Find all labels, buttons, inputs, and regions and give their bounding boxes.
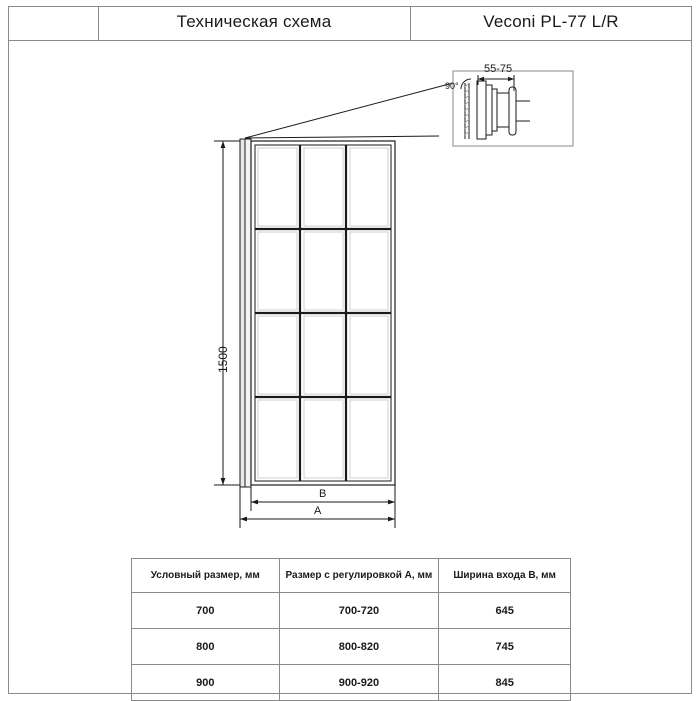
cell-entrance-width: 845	[439, 665, 571, 701]
page-title: Техническая схема	[176, 12, 332, 31]
detail-dimension-label: 55-75	[484, 63, 513, 75]
cell-nominal-size: 800	[132, 629, 280, 665]
cell-adjustable-size: 800-820	[279, 629, 439, 665]
cell-adjustable-size: 700-720	[279, 593, 439, 629]
detail-angle-label: 90°	[445, 81, 459, 91]
width-b-dimension-label: B	[319, 488, 327, 500]
table-row	[132, 629, 571, 665]
header-divider-right	[410, 6, 411, 40]
table-header-nominal-size: Условный размер, мм	[132, 559, 280, 593]
shower-screen-drawing	[9, 41, 691, 551]
table-header-adjustable-size: Размер с регулировкой A, мм	[279, 559, 439, 593]
cell-entrance-width: 645	[439, 593, 571, 629]
height-dimension-label: 1500	[216, 346, 230, 373]
table-row	[132, 593, 571, 629]
cell-adjustable-size: 900-920	[279, 665, 439, 701]
specification-table	[131, 558, 571, 701]
table-header-entrance-width: Ширина входа B, мм	[439, 559, 571, 593]
cell-entrance-width: 745	[439, 629, 571, 665]
width-a-dimension-label: A	[314, 505, 322, 517]
drawing-area	[9, 41, 691, 551]
table-header-row	[132, 559, 571, 593]
cell-nominal-size: 700	[132, 593, 280, 629]
table-row	[132, 665, 571, 701]
model-title: Veconi PL-77 L/R	[483, 12, 619, 31]
cell-nominal-size: 900	[132, 665, 280, 701]
